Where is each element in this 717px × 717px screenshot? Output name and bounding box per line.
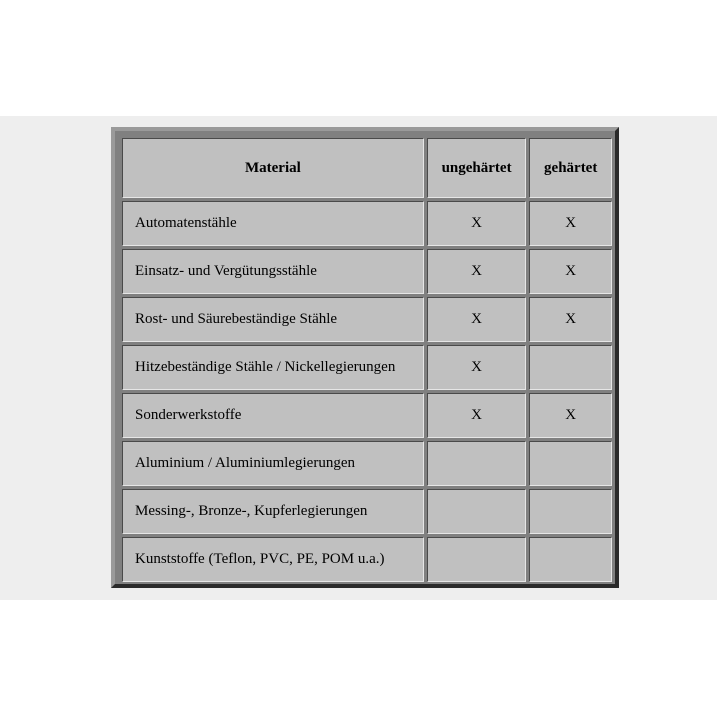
table-row [122, 345, 612, 390]
unhardened-cell [427, 537, 527, 582]
material-cell: Messing-, Bronze-, Kupferlegierungen [122, 489, 424, 534]
header-unhardened: ungehärtet [427, 138, 527, 198]
hardened-cell: X [529, 249, 612, 294]
unhardened-cell: X [427, 201, 527, 246]
table-row [122, 297, 612, 342]
header-hardened: gehärtet [529, 138, 612, 198]
unhardened-cell: X [427, 297, 527, 342]
table-row [122, 393, 612, 438]
table-row [122, 249, 612, 294]
hardened-cell [529, 441, 612, 486]
header-material: Material [122, 138, 424, 198]
hardened-cell [529, 489, 612, 534]
unhardened-cell [427, 441, 527, 486]
table-header-row [122, 138, 612, 198]
material-cell: Einsatz- und Vergütungsstähle [122, 249, 424, 294]
hardened-cell [529, 537, 612, 582]
hardened-cell [529, 345, 612, 390]
unhardened-cell: X [427, 249, 527, 294]
material-cell: Hitzebeständige Stähle / Nickellegierungen [122, 345, 424, 390]
material-table-frame [111, 127, 619, 588]
hardened-cell: X [529, 201, 612, 246]
material-cell: Aluminium / Aluminiumlegierungen [122, 441, 424, 486]
hardened-cell: X [529, 297, 612, 342]
table-row [122, 201, 612, 246]
material-cell: Sonderwerkstoffe [122, 393, 424, 438]
material-cell: Rost- und Säurebeständige Stähle [122, 297, 424, 342]
hardened-cell: X [529, 393, 612, 438]
table-row [122, 489, 612, 534]
unhardened-cell: X [427, 393, 527, 438]
table-row [122, 537, 612, 582]
unhardened-cell [427, 489, 527, 534]
material-cell: Kunststoffe (Teflon, PVC, PE, POM u.a.) [122, 537, 424, 582]
unhardened-cell: X [427, 345, 527, 390]
table-row [122, 441, 612, 486]
material-hardness-table [119, 135, 615, 585]
material-cell: Automatenstähle [122, 201, 424, 246]
